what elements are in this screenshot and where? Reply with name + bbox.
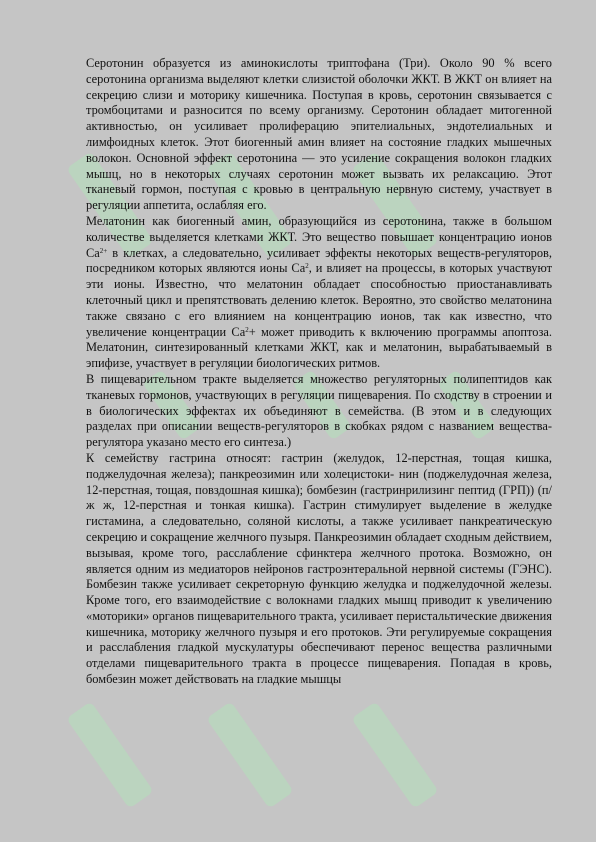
watermark-shape [351, 701, 439, 808]
watermark-shape [66, 701, 154, 808]
paragraph: К семейству гастрина относят: гастрин (желудок, 12-перстная, тощая кишка, поджелудочная железа); панкреозимин или холецистоки- нин (поджелудочная железа, 12-перстная, тощая, повздошная кишка); бомбезин (гастринрилизинг пептид (ГРП)) (п/ж ж, 12-перстная и тонкая кишка). Гастрин стимулирует выделение в желудке гистамина, а следовательно, соляной кислоты, а также усиливает панкреатическую секрецию и сокращение желчного пузыря. Панкреозимин обладает сходным действием, вызывая, кроме того, расслабление сфинктера желчного протока. Возможно, он является одним из медиаторов нейронов гастроэнтеральной нервной системы (ГЭНС). Бомбезин также усиливает секреторную функцию желудка и поджелудочной железы. Кроме того, его взаимодействие с волокнами гладких мышц приводит к увеличению «моторики» органов пищеварительного тракта, усиливает перистальтические движения кишечника, моторику желчного пузыря и его протоков. Эти регулируемые сокращения и расслабления гладкой мускулатуры обеспечивают перенос вещества различными отделами пищеварительного тракта в процессе пищеварения. Попадая в кровь, бомбезин может действовать на гладкие мышцы [86, 450, 552, 687]
paragraph: В пищеварительном тракте выделяется множество регуляторных полипептидов как тканевых гормонов, участвующих в регуляции пищеварения. По сходству в строении и в биологических эффектах их объединяют в семейства. (В этом и в следующих разделах при описании веществ-регуляторов в скобках рядом с названием вещества-регулятора указано место его синтеза.) [86, 371, 552, 450]
superscript: 2 [245, 325, 249, 334]
paragraph: Серотонин образуется из аминокислоты триптофана (Три). Около 90 % всего серотонина организма выделяют клетки слизистой оболочки ЖКТ. В ЖКТ он влияет на секрецию слизи и моторику кишечника. Поступая в кровь, серотонин связывается с тромбоцитами и разносится по всему организму. Серотонин обладает митогенной активностью, он усиливает пролиферацию эпителиальных, эндотелиальных и лимфоидных клеток. Этот биогенный амин влияет на состояние гладких мышечных волокон. Основной эффект серотонина — это усиление сокращения волокон гладких мышц, но в некоторых случаях серотонин может вызвать их релаксацию. Этот тканевый гормон, поступая с кровью в центральную нервную систему, участвует в регуляции аппетита, ослабляя его. [86, 56, 552, 213]
superscript: 2 [305, 262, 309, 271]
document-body [86, 56, 552, 688]
paragraph: Мелатонин как биогенный амин, образующийся из серотонина, также в большом количестве выделяется клетками ЖКТ. Это вещество повышает концентрацию ионов $Са^{2+}$ в клетках, а следовательно, усиливает эффекты некоторых веществ-регуляторов, посредником которых являются ионы $Са^2$, и влияет на процессы, в которых участвуют эти ионы. Известно, что мелатонин обладает способностью приостанавливать клеточный цикл и препятствовать делению клеток. Вероятно, это свойство мелатонина также связано с его влиянием на концентрацию ионов, так как известно, что увеличение концентрации $Са^2+$ может приводить к включению программы апоптоза. Мелатонин, синтезированный клетками ЖКТ, как и мелатонин, вырабатываемый в эпифизе, участвует в регуляции биологических ритмов. [86, 213, 552, 371]
watermark-shape [206, 701, 294, 808]
superscript: 2+ [99, 246, 108, 255]
